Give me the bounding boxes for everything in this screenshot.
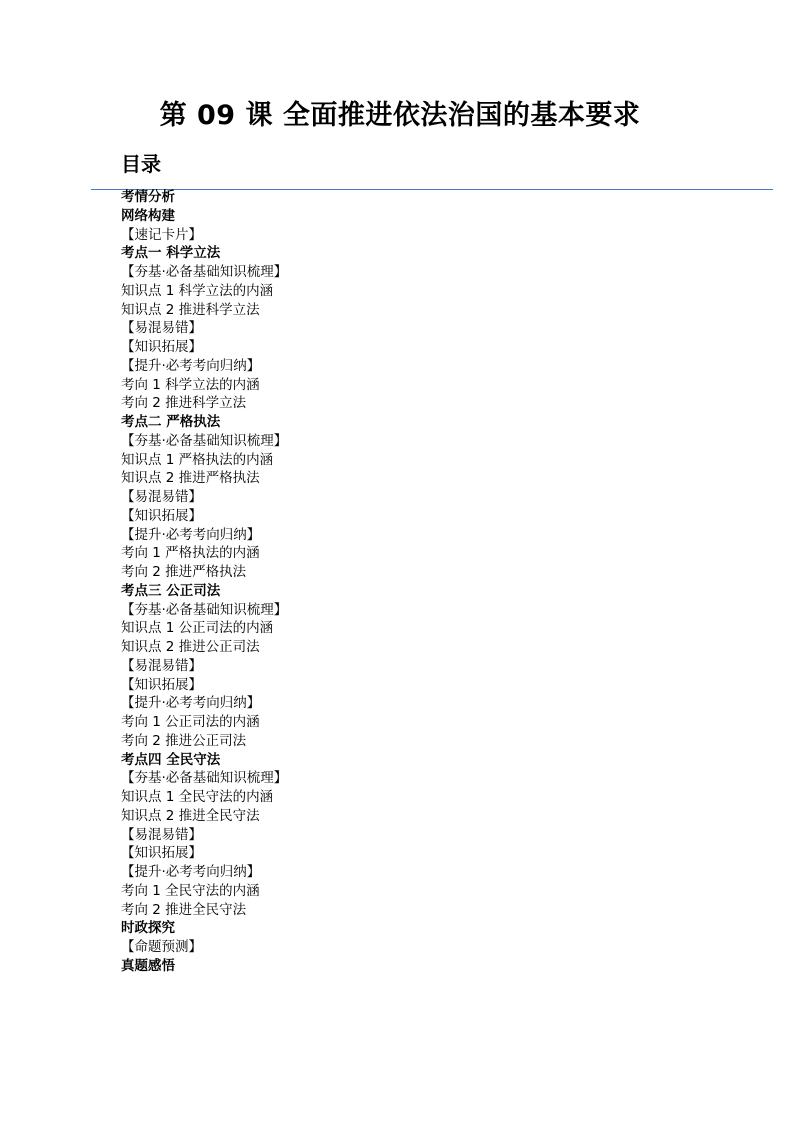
toc-entry[interactable]: 考点一 科学立法	[121, 245, 221, 262]
toc-entry[interactable]: 知识点 2 推进全民守法	[121, 807, 260, 824]
toc-entry[interactable]: 知识点 1 全民守法的内涵	[121, 789, 274, 805]
toc-entry[interactable]: 考向 2 推进科学立法	[121, 395, 247, 412]
toc-entry[interactable]: 考点三 公正司法	[121, 582, 221, 599]
toc-entry[interactable]: 【夯基·必备基础知识梳理】	[121, 770, 288, 787]
toc-entry[interactable]: 【易混易错】	[121, 657, 202, 674]
toc-entry[interactable]: 考向 1 公正司法的内涵	[121, 714, 260, 730]
toc-entry[interactable]: 【命题预测】	[121, 939, 202, 955]
toc-entry[interactable]: 考向 2 推进严格执法	[121, 564, 247, 580]
toc-entry[interactable]: 知识点 2 推进公正司法	[121, 639, 260, 655]
toc-entry[interactable]: 【知识拓展】	[121, 676, 202, 693]
toc-entry[interactable]: 考情分析	[121, 189, 175, 205]
toc-entry[interactable]: 【夯基·必备基础知识梳理】	[121, 264, 288, 280]
toc-entry[interactable]: 【知识拓展】	[121, 507, 202, 524]
toc-entry[interactable]: 【提升·必考考向归纳】	[121, 526, 261, 543]
toc-entry[interactable]: 【知识拓展】	[121, 845, 202, 862]
toc-entry[interactable]: 【夯基·必备基础知识梳理】	[121, 601, 288, 618]
toc-entry[interactable]: 【夯基·必备基础知识梳理】	[121, 432, 288, 449]
toc-entry[interactable]: 【易混易错】	[121, 489, 202, 505]
toc-entry[interactable]: 考向 1 全民守法的内涵	[121, 882, 260, 899]
toc-entry[interactable]: 真题感悟	[121, 957, 175, 974]
toc-entry[interactable]: 考向 1 严格执法的内涵	[121, 545, 260, 562]
toc-entry[interactable]: 知识点 1 严格执法的内涵	[121, 451, 274, 468]
toc-entry[interactable]: 考向 2 推进公正司法	[121, 732, 247, 749]
toc-heading: 目录	[121, 152, 161, 176]
toc-entry[interactable]: 【易混易错】	[121, 826, 202, 843]
toc-entry[interactable]: 考点二 严格执法	[121, 414, 221, 430]
toc-entry[interactable]: 知识点 1 公正司法的内涵	[121, 620, 274, 637]
toc-entry[interactable]: 知识点 2 推进科学立法	[121, 301, 260, 318]
toc-entry[interactable]: 【知识拓展】	[121, 339, 202, 355]
toc-entry[interactable]: 考向 1 科学立法的内涵	[121, 376, 260, 393]
toc-entry[interactable]: 考向 2 推进全民守法	[121, 901, 247, 918]
table-of-contents	[121, 188, 721, 976]
toc-entry[interactable]: 【提升·必考考向归纳】	[121, 695, 261, 712]
toc-entry[interactable]: 知识点 1 科学立法的内涵	[121, 282, 274, 299]
toc-entry[interactable]: 网络构建	[121, 207, 175, 224]
toc-entry[interactable]: 【提升·必考考向归纳】	[121, 357, 261, 374]
toc-entry[interactable]: 【速记卡片】	[121, 226, 202, 243]
toc-entry[interactable]: 知识点 2 推进严格执法	[121, 470, 260, 487]
toc-entry[interactable]: 【易混易错】	[121, 320, 202, 337]
page-title: 第 09 课 全面推进依法治国的基本要求	[159, 100, 641, 131]
toc-entry[interactable]: 考点四 全民守法	[121, 751, 221, 768]
toc-entry[interactable]: 【提升·必考考向归纳】	[121, 864, 261, 880]
toc-entry[interactable]: 时政探究	[121, 920, 175, 937]
